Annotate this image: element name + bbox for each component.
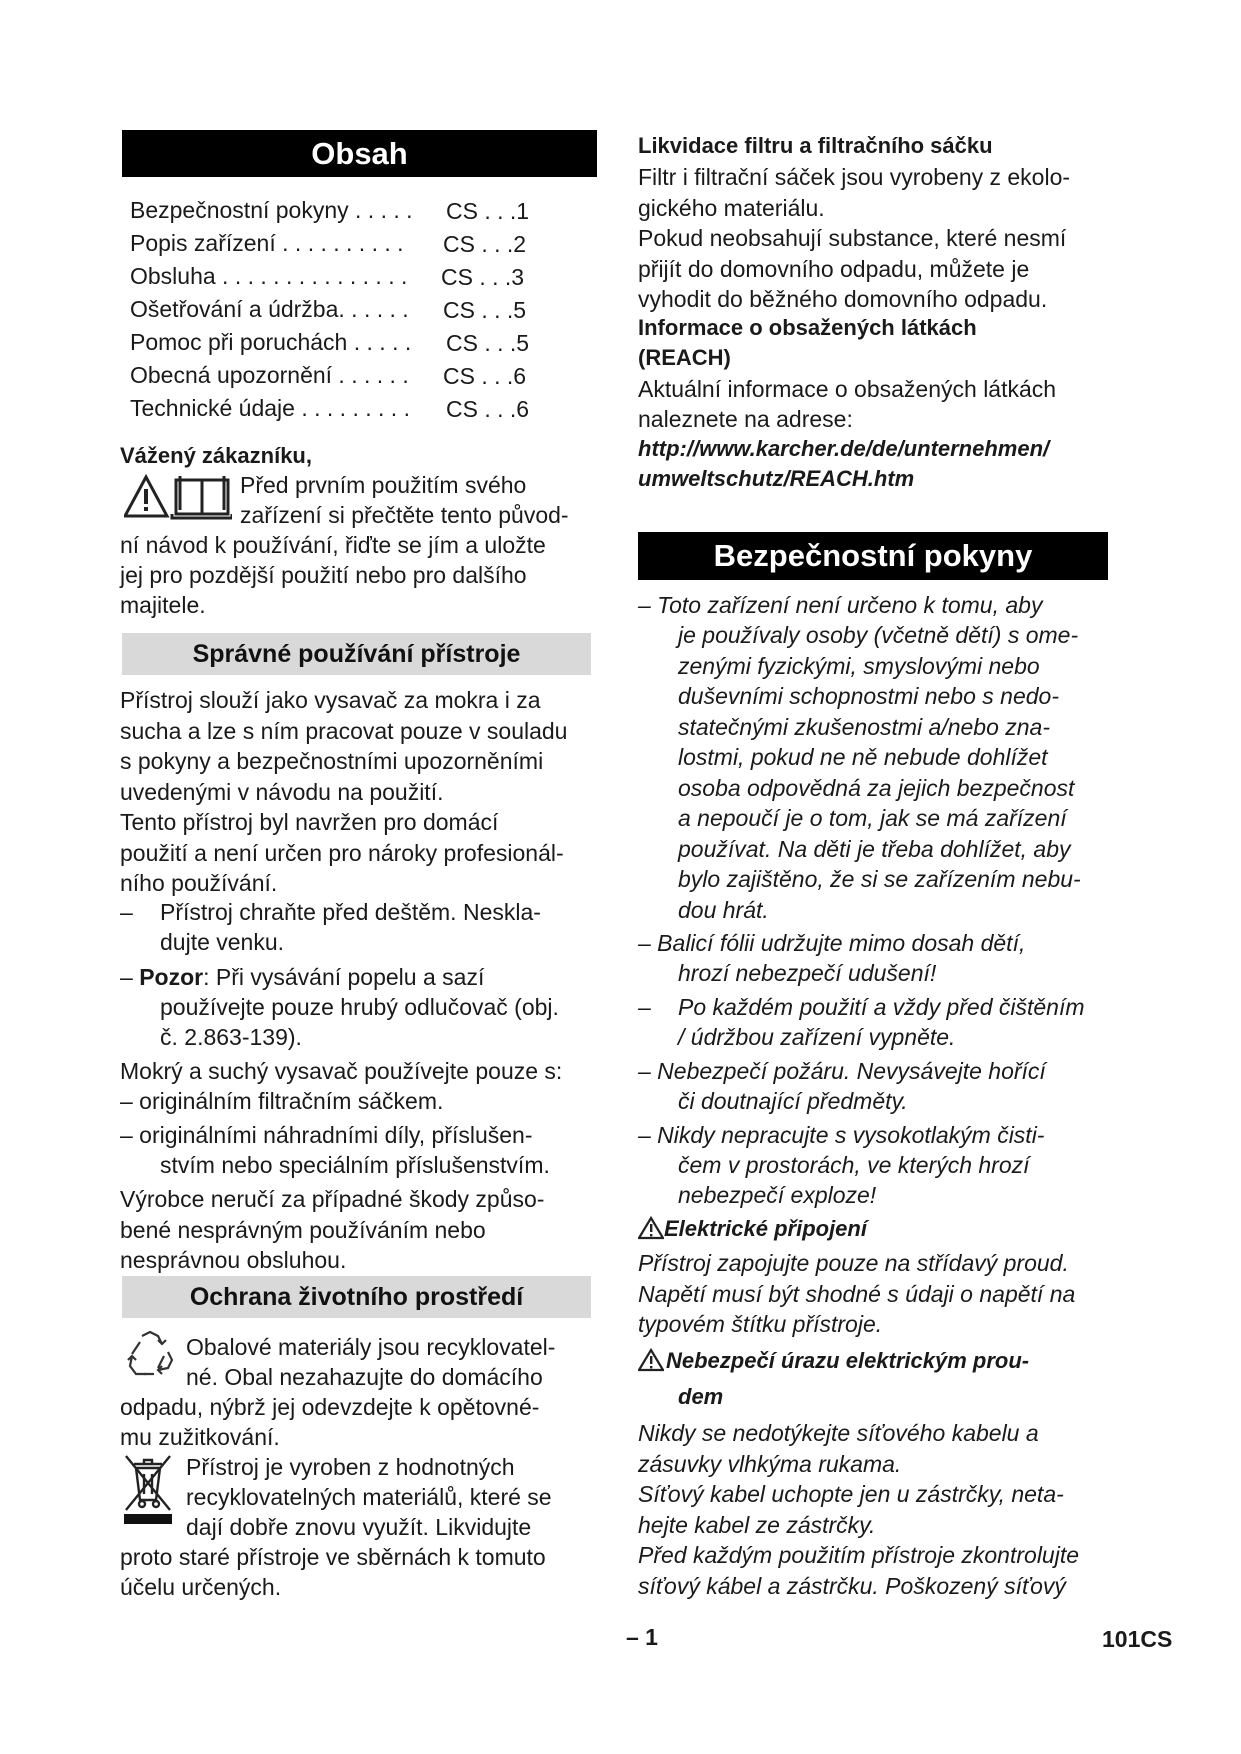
toc-label: Obecná upozornění . . . . . . — [130, 362, 409, 388]
bullet-dash: – — [120, 964, 140, 990]
bullet-dash: – — [120, 899, 133, 925]
safety-item: / údržbou zařízení vypněte. — [678, 1024, 956, 1050]
toc-label: Bezpečnostní pokyny . . . . . — [130, 197, 413, 223]
toc-page: CS . . .1 — [446, 198, 530, 224]
manual-book-icon — [172, 476, 232, 518]
use-title-text: Správné používání přístroje — [192, 640, 521, 668]
safety-item-cont — [678, 620, 1081, 925]
toc-row[interactable] — [130, 197, 413, 224]
text-line: zásuvky vlhkýma rukama. — [638, 1450, 902, 1477]
recycling-icon — [124, 1330, 176, 1380]
toc-page: CS . . .3 — [441, 264, 525, 290]
intro-line: jej pro pozdější použití nebo pro dalšího — [120, 562, 527, 588]
with-item: – originálními náhradními díly, příslušen- — [120, 1122, 533, 1148]
safety-item: – Toto zařízení není určeno k tomu, aby — [638, 592, 1043, 618]
text-line: bené nesprávným používáním nebo — [120, 1216, 486, 1243]
toc-row[interactable] — [130, 230, 404, 257]
text-line: Filtr i filtrační sáček jsou vyrobeny z ekolo- — [638, 164, 1071, 190]
reach-text: naleznete na adrese: — [638, 406, 853, 432]
text-line: s pokyny a bezpečnostními upozorněními — [120, 748, 544, 774]
safety-item: nebezpečí exploze! — [678, 1182, 877, 1208]
text-line: lostmi, pokud ne ně nebude dohlížet — [678, 744, 1048, 770]
env-section-title — [122, 1276, 591, 1318]
toc-row[interactable] — [130, 296, 409, 323]
warning-icon — [638, 1348, 664, 1372]
toc-row[interactable] — [130, 263, 407, 290]
safety-item: Po každém použití a vždy před čištěním — [678, 994, 1085, 1020]
reach-title: (REACH) — [638, 345, 731, 370]
toc-row[interactable] — [130, 362, 409, 389]
reach-text: Aktuální informace o obsažených látkách — [638, 376, 1057, 402]
rain-line: Přístroj chraňte před deštěm. Nesklа- — [160, 899, 541, 925]
crossed-bin-icon — [122, 1452, 174, 1524]
pozor-label: Pozor — [139, 964, 204, 990]
text-line: síťový kábel a zástrčku. Poškozený síťový — [638, 1572, 1066, 1599]
only-with: Mokrý a suchý vysavač používejte pouze s: — [120, 1058, 563, 1084]
text-line: použití a není určen pro nároky profesionál- — [120, 839, 564, 866]
toc-page: CS . . .5 — [443, 297, 527, 323]
use-section-title — [122, 633, 591, 675]
toc-page: CS . . .6 — [443, 363, 527, 389]
bullet-dash: – — [638, 994, 651, 1020]
text-line: gického materiálu. — [638, 194, 825, 221]
text-line: Napětí musí být shodné s údaji o napětí na — [638, 1280, 1076, 1307]
text-line: Pokud neobsahují substance, které nesmí — [638, 225, 1067, 251]
shock-title: dem — [678, 1384, 724, 1409]
env-title-text: Ochrana životního prostředí — [189, 1283, 524, 1311]
text-line: Přístroj slouží jako vysavač za mokra i za — [120, 687, 541, 713]
safety-item: či doutnající předměty. — [678, 1088, 908, 1114]
toc-label: Ošetřování a údržba. . . . . . — [130, 296, 409, 322]
text-line: hejte kabel ze zástrčky. — [638, 1511, 876, 1538]
text-line: statečnými zkušenostmi a/nebo zna- — [678, 713, 1051, 740]
packaging-line: odpadu, nýbrž jej odevzdejte k opětovné- — [120, 1394, 540, 1420]
safety-item: – Nikdy nepracujte s vysokotlakým čisti- — [638, 1122, 1045, 1148]
weee-line: proto staré přístroje ve sběrnách k tomuto — [120, 1544, 546, 1570]
text-line: Přístroj zapojujte pouze na střídavý proud. — [638, 1250, 1069, 1276]
text-line: Tento přístroj byl navržen pro domácí — [120, 809, 499, 835]
shock-title: Nebezpečí úrazu elektrickým prou- — [666, 1348, 1030, 1373]
packaging-line: Obalové materiály jsou recyklovatel- — [186, 1334, 556, 1360]
text-line: Před každým použitím přístroje zkontrolujte — [638, 1542, 1080, 1568]
weee-line: Přístroj je vyroben z hodnotných — [186, 1454, 515, 1480]
pozor-line: č. 2.863-139). — [160, 1024, 302, 1050]
text-line: používat. Na děti je třeba dohlížet, aby — [678, 835, 1071, 862]
weee-line: dají dobře znovu využít. Likvidujte — [186, 1514, 532, 1540]
warning-manual-icon — [124, 474, 232, 520]
toc-title: Obsah — [311, 136, 408, 171]
reach-url[interactable]: umweltschutz/REACH.htm — [638, 466, 915, 491]
pozor-line — [120, 962, 484, 993]
pozor-text: : Při vysávání popelu a sazí — [203, 964, 485, 990]
toc-row[interactable] — [130, 395, 410, 422]
page-number: – 1 — [626, 1624, 658, 1650]
liability-text — [120, 1184, 544, 1276]
text-line: zenými fyzickými, smyslovými nebo — [678, 652, 1040, 679]
pozor-line: používejte pouze hrubý odlučovač (obj. — [160, 994, 559, 1020]
filter-title: Likvidace filtru a filtračního sáčku — [638, 133, 993, 158]
text-line: bylo zajištěno, že si se zařízením nebu- — [678, 866, 1081, 892]
text-line: typovém štítku přístroje. — [638, 1311, 883, 1337]
use-text — [120, 685, 567, 899]
reach-title: Informace o obsažených látkách — [638, 315, 977, 340]
toc-page: CS . . .2 — [443, 231, 527, 257]
text-line: Výrobce neručí za případné škody způso- — [120, 1186, 545, 1212]
text-line: vyhodit do běžného domovního odpadu. — [638, 286, 1048, 312]
elec-text — [638, 1248, 1075, 1340]
packaging-line: mu zužitkování. — [120, 1424, 280, 1450]
warning-icon — [125, 477, 167, 516]
safety-item: – Balicí fólii udržujte mimo dosah dětí, — [638, 930, 1026, 956]
rain-line: dujte venku. — [160, 929, 285, 955]
toc-label: Technické údaje . . . . . . . . . — [130, 395, 410, 421]
text-line: přijít do domovního odpadu, můžete je — [638, 255, 1030, 282]
intro-line: ní návod k používání, řiďte se jím a uložte — [120, 532, 546, 558]
shock-text — [638, 1418, 1079, 1601]
safety-title-bar — [638, 532, 1108, 580]
intro-line: majitele. — [120, 592, 206, 618]
with-item: stvím nebo speciálním příslušenstvím. — [160, 1152, 550, 1178]
text-line: dou hrát. — [678, 896, 769, 923]
text-line: uvedenými v návodu na použití. — [120, 778, 444, 805]
text-line: osoba odpovědná za jejich bezpečnost — [678, 774, 1075, 801]
toc-label: Pomoc při poruchách . . . . . — [130, 329, 412, 355]
text-line: Síťový kabel uchopte jen u zástrčky, neta- — [638, 1481, 1064, 1507]
safety-title: Bezpečnostní pokyny — [713, 538, 1033, 573]
text-line: sucha a lze s ním pracovat pouze v souladu — [120, 717, 568, 744]
toc-page: CS . . .6 — [446, 396, 530, 422]
text-line: nesprávnou obsluhou. — [120, 1247, 347, 1273]
safety-item: hrozí nebezpečí udušení! — [678, 960, 937, 986]
with-item: – originálním filtračním sáčkem. — [120, 1088, 444, 1114]
text-line: a nepoučí je o tom, jak se má zařízení — [678, 805, 1067, 831]
toc-row[interactable] — [130, 329, 411, 356]
text-line: ního používání. — [120, 870, 278, 896]
text-line: duševními schopnostmi nebo s nedo- — [678, 683, 1059, 709]
filter-text — [638, 162, 1070, 315]
text-line: Nikdy se nedotýkejte síťového kabelu a — [638, 1420, 1039, 1446]
warning-icon — [638, 1216, 664, 1240]
elec-title: Elektrické připojení — [664, 1216, 867, 1241]
intro-line: zařízení si přečtěte tento původ- — [240, 502, 569, 528]
toc-label: Popis zařízení . . . . . . . . . . — [130, 230, 404, 256]
safety-item: čem v prostorách, ve kterých hrozí — [678, 1152, 1030, 1178]
page-code: 101CS — [1102, 1626, 1173, 1652]
weee-line: recyklovatelných materiálů, které se — [186, 1484, 552, 1510]
reach-url[interactable]: http://www.karcher.de/de/unternehmen/ — [638, 436, 1050, 461]
greeting: Vážený zákazníku, — [120, 443, 312, 468]
text-line: je používaly osoby (včetně dětí) s ome- — [678, 622, 1079, 648]
toc-title-bar — [122, 130, 597, 177]
packaging-line: né. Obal nezahazujte do domácího — [186, 1364, 543, 1390]
toc-page: CS . . .5 — [446, 330, 530, 356]
toc-label: Obsluha . . . . . . . . . . . . . . . — [130, 263, 408, 289]
intro-line: Před prvním použitím svého — [240, 472, 527, 498]
weee-line: účelu určených. — [120, 1574, 282, 1600]
safety-item: – Nebezpečí požáru. Nevysávejte hořící — [638, 1058, 1046, 1084]
